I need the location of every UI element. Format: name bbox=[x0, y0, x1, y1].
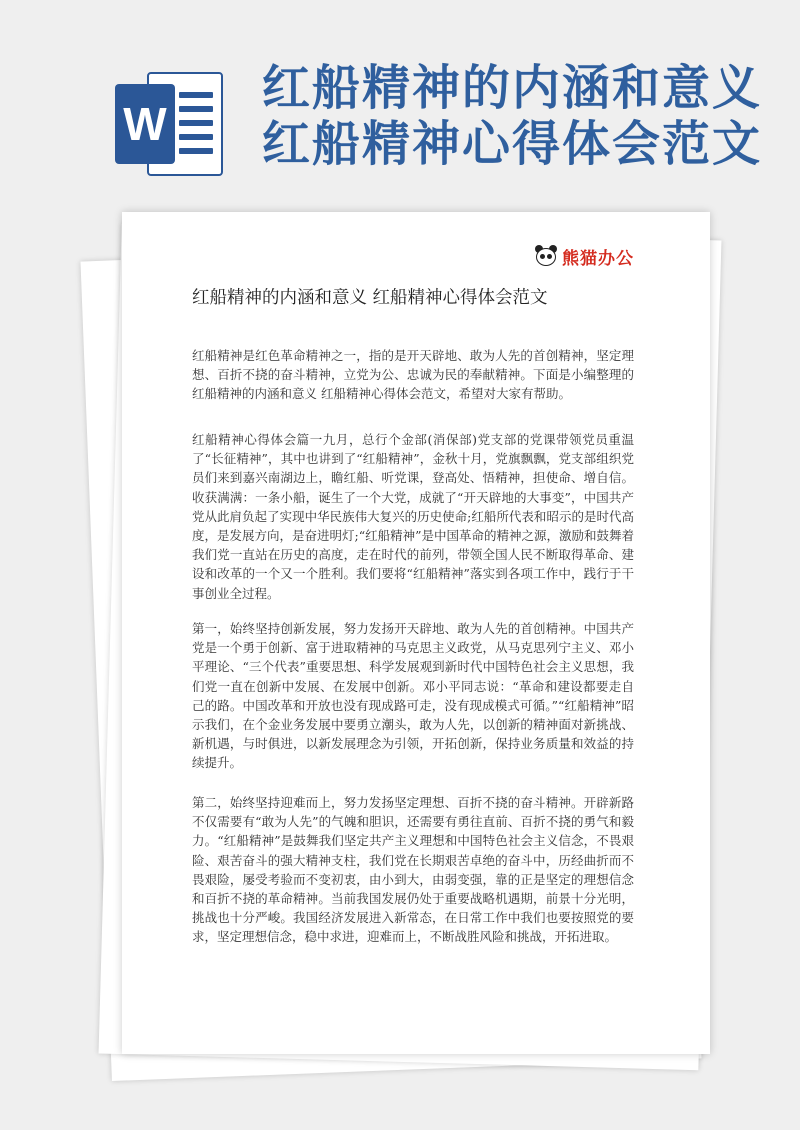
brand-name: 熊猫办公 bbox=[562, 249, 634, 269]
document-page bbox=[122, 212, 710, 1054]
paragraph: 第二，始终坚持迎难而上，努力发扬坚定理想、百折不挠的奋斗精神。开辟新路不仅需要有“敢为人先”的气魄和胆识，还需要有勇往直前、百折不挠的勇气和毅力。“红船精神”是鼓舞我们坚定共产主义理想和中国特色社会主义信念，不畏艰险、艰苦奋斗的强大精神支柱，我们党在长期艰苦卓绝的奋斗中，历经曲折而不畏艰险，屡受考验而不变初衷，由小到大，由弱变强，靠的正是坚定的理想信念和百折不挠的革命精神。当前我国发展仍处于重要战略机遇期，前景十分光明，挑战也十分严峻。我国经济发展进入新常态，在日常工作中我们也要按照党的要求，坚定理想信念，稳中求进，迎难而上，不断战胜风险和挑战，开拓进取。 bbox=[192, 795, 634, 945]
paragraph: 第一，始终坚持创新发展，努力发扬开天辟地、敢为人先的首创精神。中国共产党是一个勇于创新、富于进取精神的马克思主义政党，从马克思列宁主义、邓小平理论、“三个代表”重要思想、科学发展观到新时代中国特色社会主义思想，我们党一直在创新中发展、在发展中创新。邓小平同志说：“革命和建设都要走自己的路。中国改革和开放也没有现成路可走，没有现成模式可循。”“红船精神”昭示我们，在个金业务发展中要勇立潮头，敢为人先，以创新的精神面对新挑战、新机遇，与时俱进，以新发展理念为引领，开拓创新，保持业务质量和效益的持续提升。 bbox=[192, 621, 634, 771]
word-letter: W bbox=[115, 84, 175, 164]
banner-title bbox=[262, 60, 782, 172]
banner-title-line2: 红船精神心得体会范文 bbox=[262, 116, 763, 172]
document-title: 红船精神的内涵和意义 红船精神心得体会范文 bbox=[192, 288, 548, 308]
paragraph: 红船精神是红色革命精神之一，指的是开天辟地、敢为人先的首创精神，坚定理想、百折不挠的奋斗精神，立党为公、忠诚为民的奉献精神。下面是小编整理的红船精神的内涵和意义 红船精神心得体会范文，希望对大家有帮助。 bbox=[192, 348, 634, 402]
banner-title-line1: 红船精神的内涵和意义 bbox=[262, 60, 763, 116]
panda-logo-icon bbox=[534, 245, 558, 269]
word-icon bbox=[115, 72, 225, 177]
paragraph: 红船精神心得体会篇一九月，总行个金部(消保部)党支部的党课带领党员重温了“长征精神”，其中也讲到了“红船精神”，金秋十月，党旗飘飘，党支部组织党员们来到嘉兴南湖边上，瞻红船、听党课，登高处、悟精神，担使命、增自信。收获满满：一条小船，诞生了一个大党，成就了“开天辟地的大事变”，中国共产党从此肩负起了实现中华民族伟大复兴的历史使命;红船所代表和昭示的是时代高度，是发展方向，是奋进明灯;“红船精神”是中国革命的精神之源，激励和鼓舞着我们党一直站在历史的高度，走在时代的前列，带领全国人民不断取得革命、建设和改革的一个又一个胜利。我们要将“红船精神”落实到各项工作中，践行于干事创业全过程。 bbox=[192, 432, 634, 601]
brand-logo bbox=[534, 244, 634, 269]
